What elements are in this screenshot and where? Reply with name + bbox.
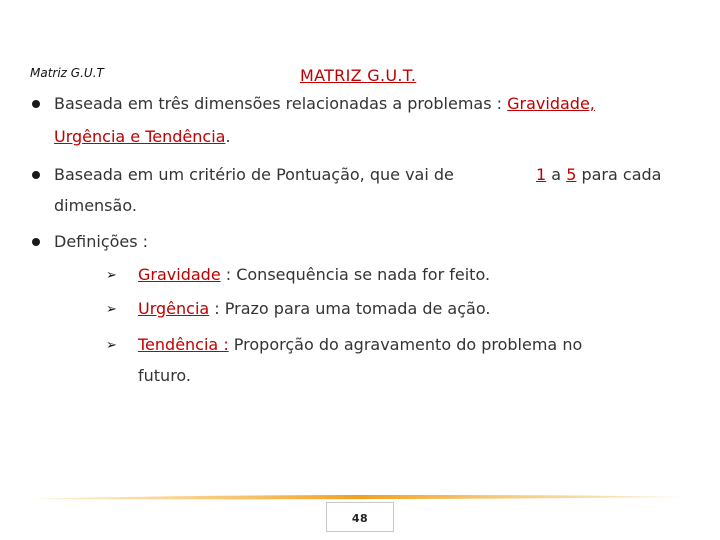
definition-tendencia [138,335,582,355]
definition-term: Urgência [138,299,210,318]
bullet-dot-icon [32,238,40,246]
bullet-2-range [536,165,661,185]
slide-title: MATRIZ G.U.T. [300,66,417,85]
bullet-1-text: Baseada em três dimensões relacionadas a problemas : [54,94,508,113]
bullet-1-highlight-gravidade: Gravidade, [507,94,595,113]
bullet-2-text: Baseada em um critério de Pontuação, que vai de [54,165,454,184]
definition-urgencia [138,299,490,319]
bullet-1-highlight-urgencia-tendencia: Urgência e Tendência [54,127,226,146]
bullet-dot-icon [32,100,40,108]
page-number: 48 [351,512,369,525]
bullet-1-line-2 [54,127,231,147]
page-number-box [326,502,394,532]
bullet-3-text: Definições : [54,232,149,251]
arrow-bullet-icon: ➢ [106,338,117,353]
arrow-bullet-icon: ➢ [106,268,117,283]
bullet-2-num-1: 1 [536,165,547,184]
definition-gravidade [138,265,490,285]
bullet-1-line-1 [54,94,684,114]
bullet-2-continuation: dimensão. [54,196,137,215]
definition-text: : Prazo para uma tomada de ação. [209,299,491,318]
bullet-1-period: . [225,127,231,146]
bullet-2-a: a [551,165,562,184]
definition-term: Gravidade [138,265,221,284]
definition-text: Proporção do agravamento do problema no [228,335,583,354]
header-label: Matriz G.U.T [30,66,104,80]
definition-text: : Consequência se nada for feito. [220,265,491,284]
bullet-2-suffix: para cada [581,165,662,184]
bullet-dot-icon [32,171,40,179]
definition-term: Tendência : [138,335,229,354]
arrow-bullet-icon: ➢ [106,302,117,317]
bullet-2-num-5: 5 [566,165,577,184]
definition-tendencia-continuation: futuro. [138,366,192,385]
